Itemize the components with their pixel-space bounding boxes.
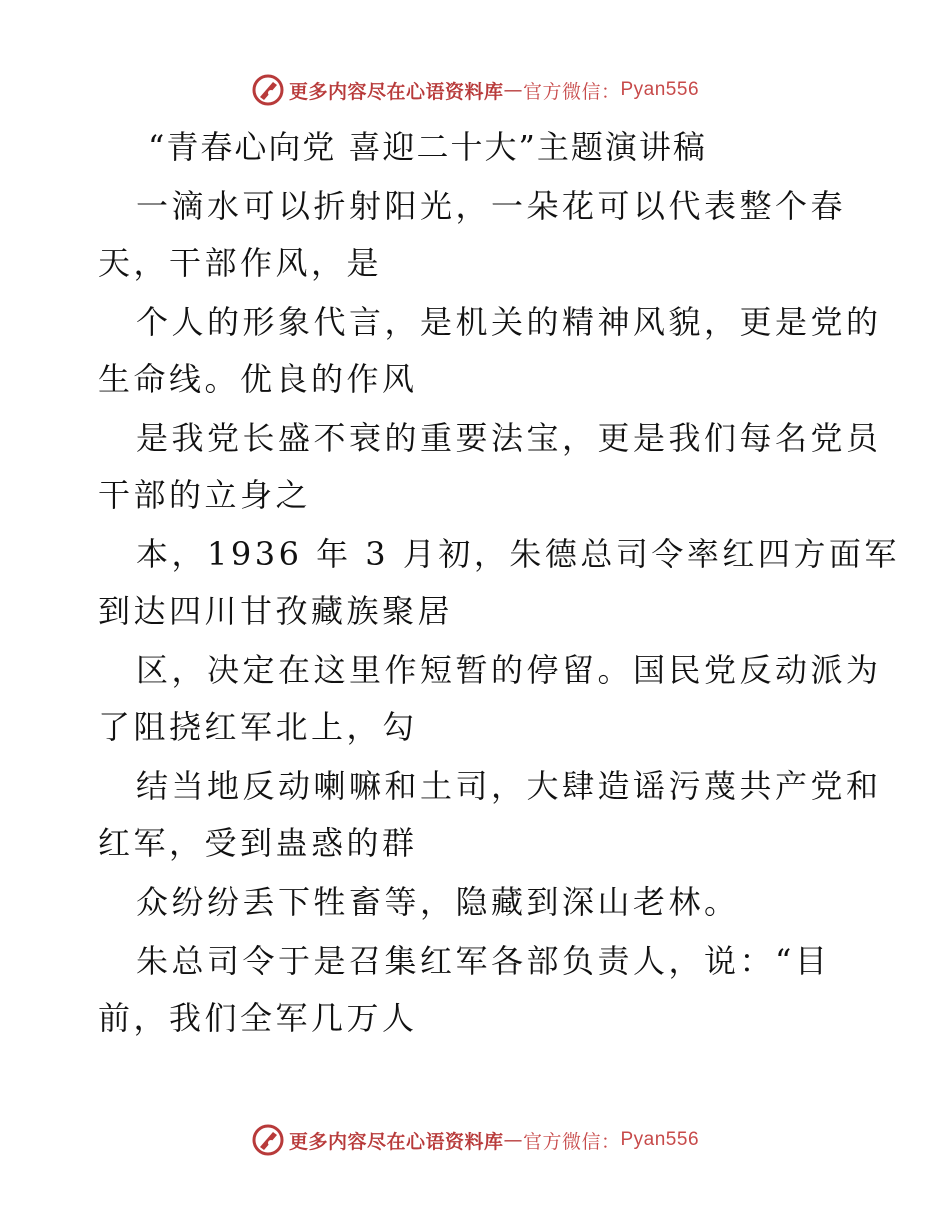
paragraph-line: 前，我们全军几万人: [98, 999, 418, 1037]
banner-wechat-id: Pyan556: [620, 1129, 700, 1150]
paragraph-line: 一滴水可以折射阳光，一朵花可以代表整个春: [136, 187, 847, 225]
pen-swirl-logo-icon: [251, 1123, 285, 1157]
paragraph-line: 众纷纷丢下牲畜等，隐藏到深山老林。: [136, 883, 740, 921]
paragraph-line: 是我党长盛不衰的重要法宝，更是我们每名党员: [136, 419, 882, 457]
paragraph-line: 个人的形象代言，是机关的精神风貌，更是党的: [136, 303, 882, 341]
paragraph-line: 到达四川甘孜藏族聚居: [98, 592, 454, 630]
banner-wechat-label: 官方微信：: [522, 1130, 621, 1153]
paragraph-line: 区，决定在这里作短暂的停留。国民党反动派为: [136, 651, 882, 689]
banner-main-text: 更多内容尽在心语资料库: [288, 80, 504, 103]
header-banner: [0, 70, 950, 110]
paragraph-line: 结当地反动喇嘛和土司，大肆造谣污蔑共产党和: [136, 767, 882, 805]
banner-wechat-label: 官方微信：: [522, 80, 621, 103]
banner-main-text: 更多内容尽在心语资料库: [288, 1130, 504, 1153]
footer-banner: [0, 1120, 950, 1160]
paragraph-line: 了阻挠红军北上，勾: [98, 708, 418, 746]
paragraph-line: 干部的立身之: [98, 476, 312, 514]
paragraph-line: 朱总司令于是召集红军各部负责人，说：“目: [136, 942, 831, 980]
paragraph-line: 生命线。优良的作风: [98, 360, 418, 398]
paragraph-line: 红军，受到蛊惑的群: [98, 824, 418, 862]
page-title: “青春心向党 喜迎二十大”主题演讲稿: [148, 128, 707, 166]
banner-dash: —: [503, 1129, 523, 1151]
paragraph-line: 本，1936 年 3 月初，朱德总司令率红四方面军: [136, 535, 900, 573]
pen-swirl-logo-icon: [251, 73, 285, 107]
paragraph-line: 天，干部作风，是: [98, 244, 383, 282]
banner-dash: —: [503, 79, 523, 101]
banner-wechat-id: Pyan556: [620, 79, 700, 100]
